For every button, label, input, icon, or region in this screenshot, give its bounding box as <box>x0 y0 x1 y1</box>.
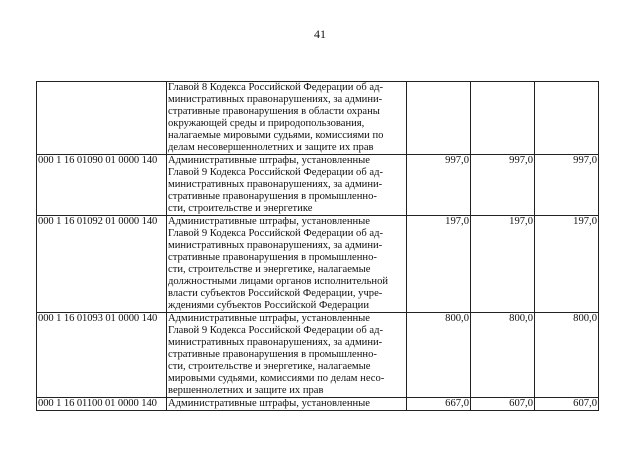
table-row <box>37 398 599 411</box>
budget-code-cell: 000 1 16 01092 01 0000 140 <box>37 216 167 313</box>
description-line: мировыми судьями, комиссиями по делам несо- <box>168 373 385 384</box>
amount-cell-2: 197,0 <box>471 216 535 313</box>
table-row <box>37 216 599 313</box>
description-line: Главой 8 Кодекса Российской Федерации об ад- <box>168 82 383 93</box>
budget-code-cell <box>37 82 167 155</box>
table-row <box>37 155 599 216</box>
description-line: вершеннолетних и защите их прав <box>168 385 324 396</box>
description-line: делам несовершеннолетних и защите их прав <box>168 142 374 153</box>
description-line: стративные правонарушения в области охраны <box>168 106 380 117</box>
amount-cell-3 <box>535 82 599 155</box>
table-row <box>37 313 599 398</box>
description-line: стративные правонарушения в промышленно- <box>168 191 377 202</box>
description-cell <box>167 398 407 411</box>
description-cell <box>167 155 407 216</box>
description-line: министративных правонарушениях, за админи- <box>168 337 383 348</box>
description-line: Административные штрафы, установленные <box>168 155 371 166</box>
description-line: налагаемые мировыми судьями, комиссиями по <box>168 130 384 141</box>
budget-code-cell: 000 1 16 01100 01 0000 140 <box>37 398 167 411</box>
table-body <box>37 82 599 411</box>
amount-cell-3: 607,0 <box>535 398 599 411</box>
description-line: стративные правонарушения в промышленно- <box>168 252 377 263</box>
amount-cell-3: 800,0 <box>535 313 599 398</box>
page-number: 41 <box>314 27 326 41</box>
description-line: Главой 9 Кодекса Российской Федерации об ад- <box>168 167 383 178</box>
description-line: стративные правонарушения в промышленно- <box>168 349 377 360</box>
amount-cell-2: 997,0 <box>471 155 535 216</box>
table-row <box>37 82 599 155</box>
description-line: министративных правонарушениях, за админи- <box>168 240 383 251</box>
description-line: должностными лицами органов исполнительной <box>168 276 389 287</box>
description-line: сти, строительстве и энергетике, налагаемые <box>168 361 371 372</box>
description-line: власти субъектов Российской Федерации, учре- <box>168 288 383 299</box>
amount-cell-2: 607,0 <box>471 398 535 411</box>
description-line: ждениями субъектов Российской Федерации <box>168 300 370 311</box>
budget-code-cell: 000 1 16 01090 01 0000 140 <box>37 155 167 216</box>
description-line: Административные штрафы, установленные <box>168 398 371 409</box>
amount-cell-1: 197,0 <box>407 216 471 313</box>
description-line: Административные штрафы, установленные <box>168 313 371 324</box>
description-line: Главой 9 Кодекса Российской Федерации об ад- <box>168 325 383 336</box>
description-line: министративных правонарушениях, за админи- <box>168 179 383 190</box>
description-line: министративных правонарушениях, за админи- <box>168 94 383 105</box>
description-cell <box>167 216 407 313</box>
amount-cell-1 <box>407 82 471 155</box>
amount-cell-3: 997,0 <box>535 155 599 216</box>
amount-cell-2: 800,0 <box>471 313 535 398</box>
amount-cell-2 <box>471 82 535 155</box>
amount-cell-1: 667,0 <box>407 398 471 411</box>
description-line: Административные штрафы, установленные <box>168 216 371 227</box>
description-line: окружающей среды и природопользования, <box>168 118 365 129</box>
budget-code-cell: 000 1 16 01093 01 0000 140 <box>37 313 167 398</box>
description-line: Главой 9 Кодекса Российской Федерации об ад- <box>168 228 383 239</box>
amount-cell-1: 997,0 <box>407 155 471 216</box>
description-cell <box>167 82 407 155</box>
amount-cell-3: 197,0 <box>535 216 599 313</box>
description-cell <box>167 313 407 398</box>
budget-revenue-table <box>36 81 599 411</box>
description-line: сти, строительстве и энергетике <box>168 203 313 214</box>
amount-cell-1: 800,0 <box>407 313 471 398</box>
description-line: сти, строительстве и энергетике, налагаемые <box>168 264 371 275</box>
